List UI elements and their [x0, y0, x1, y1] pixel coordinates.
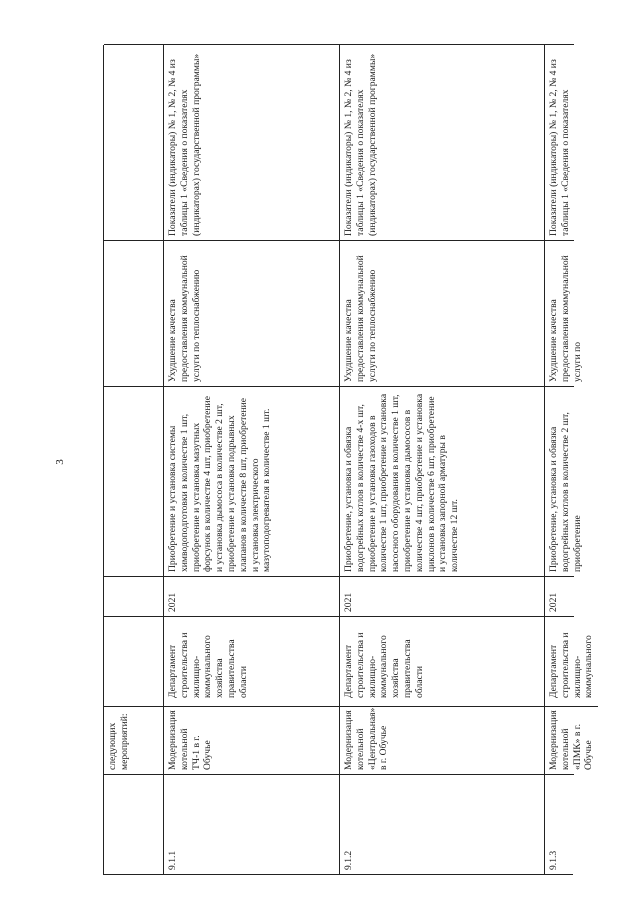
page-number: 3 [54, 459, 66, 465]
header-executor-empty [104, 617, 163, 706]
row-indicators: Показатели (индикаторы) № 1, № 2, № 4 из таблицы 1 «Сведения о показателях (индикаторах) государственной программы» [340, 44, 545, 240]
row-year: 2021 [164, 576, 340, 616]
row-measure-title: Модернизация котельной «Центральная» в г. Обучье [340, 706, 544, 774]
row-number: 9.1.1 [164, 774, 340, 874]
row-measure-title: Модернизация котельной ТЧ-1 в г. Обучье [164, 706, 339, 774]
row-consequence: Ухудшение качества предоставления коммунальной услуги по [545, 240, 574, 386]
measures-table [103, 45, 595, 875]
row-executor: Департамент строительства и жилищно-коммунального [548, 632, 595, 698]
header-cell-number [104, 774, 164, 874]
header-cell-consequence [104, 240, 164, 386]
row-measure-title: Модернизация котельной «ПМК» в г. Обучье [545, 706, 598, 774]
row-executor: Департамент строительства и жилищно-коммунального хозяйства правительства области [167, 632, 249, 698]
row-indicators: Показатели (индикаторы) № 1, № 2, № 4 из таблицы 1 «Сведения о показателях (индикаторах) государственной программы» [164, 44, 340, 240]
header-measures-label: следующих мероприятий: [104, 706, 163, 774]
row-consequence: Ухудшение качества предоставления коммунальной услуги по теплоснабжению [340, 240, 545, 386]
header-cell-description [104, 386, 164, 576]
row-description: Приобретение, установка и обвязка водогрейных котлов в количестве 4-х шт, приобретение и установка газоходов в количестве 1 шт, приобретение и установка насосного оборудования в количестве 1 шт, приобретение и установка дымососов в количестве 4 шт, приобретение и установка циклонов в количестве 6 шт, приобретение и установка запорной арматуры в количестве 12 шт. [340, 386, 545, 576]
header-cell-indicators [104, 44, 164, 240]
row-measure-name [340, 616, 545, 774]
header-cell-year [104, 576, 164, 616]
row-measure-name [164, 616, 340, 774]
row-description: Приобретение, установка и обвязка водогрейных котлов в количестве 2 шт, приобретение [545, 386, 574, 576]
row-executor: Департамент строительства и жилищно-коммунального хозяйства правительства области [343, 632, 425, 698]
row-year: 2021 [340, 576, 545, 616]
row-number: 9.1.3 [545, 774, 574, 874]
row-consequence: Ухудшение качества предоставления коммунальной услуги по теплоснабжению [164, 240, 340, 386]
row-year: 2021 [545, 576, 574, 616]
row-measure-name [545, 616, 595, 774]
row-indicators: Показатели (индикаторы) № 1, № 2, № 4 из таблицы 1 «Сведения о показателях [545, 44, 574, 240]
row-number: 9.1.2 [340, 774, 545, 874]
row-description: Приобретение и установка системы химводоподготовки в количестве 1 шт, приобретение и установка мазутных форсунок в количестве 4 шт, приобретение и установка дымососа в количестве 2 шт, приобретение и установка подрывных клапанов в количестве 8 шт, приобретение и установка электрического мазутоподогревателя в количестве 1 шт. [164, 386, 340, 576]
header-cell-measures [104, 616, 164, 774]
